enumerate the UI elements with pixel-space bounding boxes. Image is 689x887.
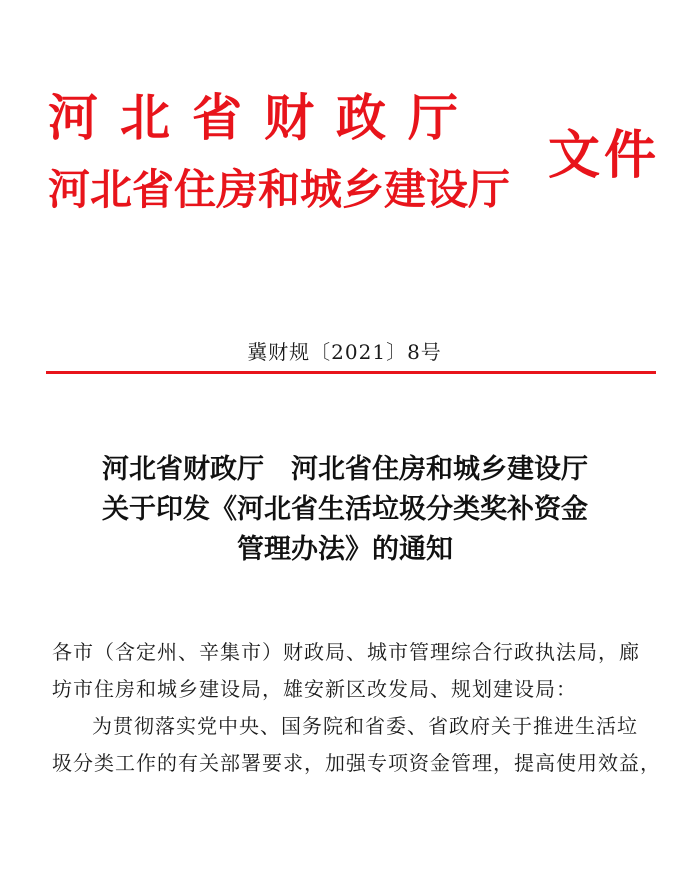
body-line-4: 圾分类工作的有关部署要求，加强专项资金管理，提高使用效益， [52,751,661,775]
title-line-2: 关于印发《河北省生活垃圾分类奖补资金 [102,494,588,525]
letterhead-suffix: 文件 [548,125,661,186]
document-title [40,450,650,570]
red-divider-line [46,371,656,374]
body-line-2: 坊市住房和城乡建设局，雄安新区改发局、规划建设局： [52,677,577,701]
body-line-3: 为贯彻落实党中央、国务院和省委、省政府关于推进生活垃 [92,714,638,738]
title-line-1: 河北省财政厅 河北省住房和城乡建设厅 [102,454,588,485]
letterhead-org-housing: 河北省住房和城乡建设厅 [48,165,511,214]
body-line-1: 各市（含定州、辛集市）财政局、城市管理综合行政执法局，廊 [52,640,640,664]
letterhead [48,88,661,238]
letterhead-org-finance: 河北省财政厅 [48,88,480,147]
document-body [52,634,661,782]
document-number: 冀财规〔2021〕8号 [247,340,442,364]
title-line-3: 管理办法》的通知 [237,534,453,565]
